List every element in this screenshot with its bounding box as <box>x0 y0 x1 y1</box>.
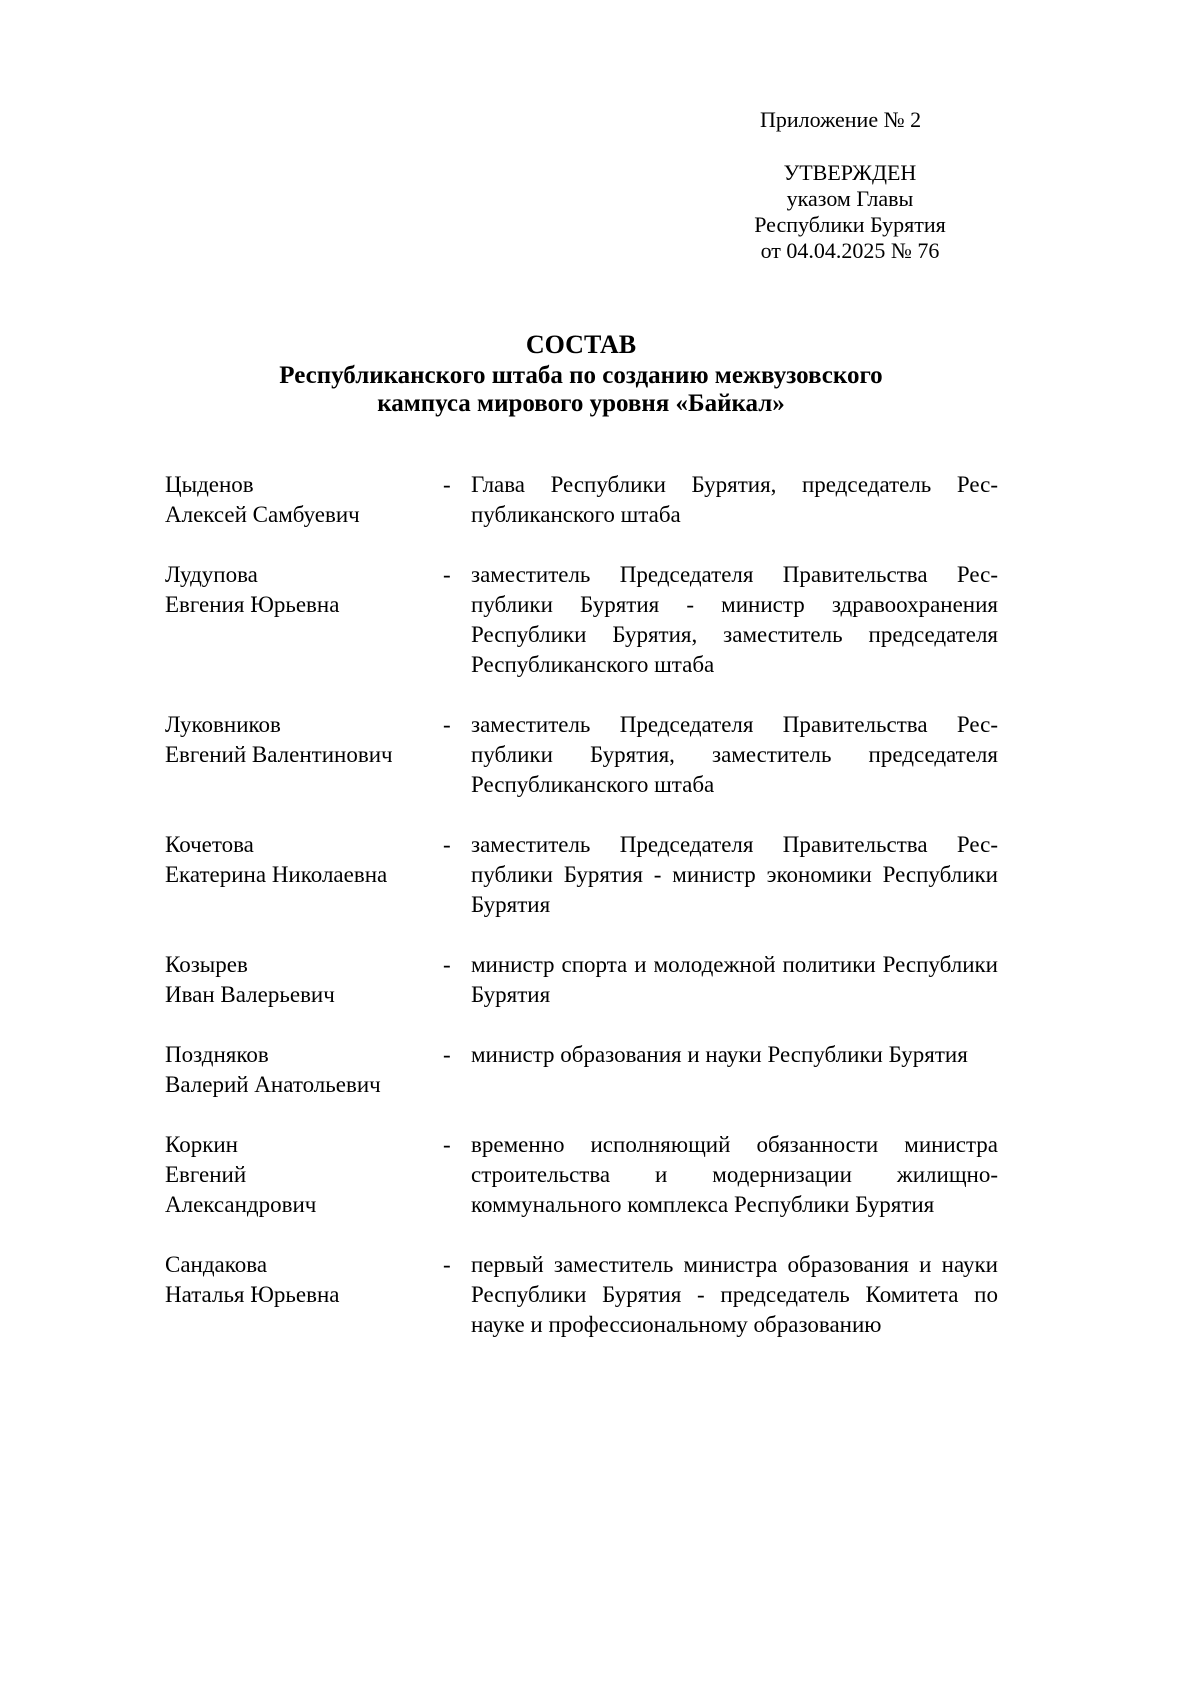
member-name <box>165 560 443 680</box>
member-role: министр образования и науки Республики Бурятия <box>471 1042 968 1067</box>
member-dash: - <box>443 472 451 497</box>
member-dash: - <box>443 712 451 737</box>
member-dash: - <box>443 952 451 977</box>
member-surname: Лудупова <box>165 562 258 587</box>
member-role: первый заместитель министра образования и науки Республики Бурятия - председатель Комитета по науке и профессиональному образованию <box>471 1252 998 1337</box>
member-role: заместитель Председателя Правительства Республики Бурятия, заместитель председателя Республиканского штаба <box>471 712 998 797</box>
member-dash: - <box>443 562 451 587</box>
member-name <box>165 1040 443 1100</box>
member-role: Глава Республики Бурятия, председатель Республиканского штаба <box>471 472 998 527</box>
member-given-name: Валерий Анатольевич <box>165 1072 381 1097</box>
approval-stamp-block <box>730 160 970 264</box>
approval-line: указом Главы <box>786 186 914 211</box>
member-surname: Поздняков <box>165 1042 269 1067</box>
title-line: Республиканского штаба по созданию межвузовского <box>279 362 883 389</box>
member-entry <box>165 950 998 1010</box>
member-dash: - <box>443 1132 451 1157</box>
member-dash: - <box>443 1252 451 1277</box>
appendix-label: Приложение № 2 <box>760 107 922 132</box>
member-entry <box>165 830 998 920</box>
member-surname: Луковников <box>165 712 281 737</box>
approval-line: УТВЕРЖДЕН <box>783 160 917 185</box>
member-entry <box>165 560 998 680</box>
member-role: временно исполняющий обязанности министра строительства и модернизации жилищно-коммунального комплекса Республики Бурятия <box>471 1132 998 1217</box>
member-surname: Цыденов <box>165 472 254 497</box>
member-given-name: Евгений Валентинович <box>165 742 393 767</box>
member-given-name: Евгений <box>165 1162 247 1187</box>
member-role: заместитель Председателя Правительства Республики Бурятия - министр здравоохранения Республики Бурятия, заместитель председателя Республиканского штаба <box>471 562 998 677</box>
approval-line: Республики Бурятия <box>754 212 946 237</box>
member-name <box>165 830 443 920</box>
document-title <box>0 328 1162 418</box>
member-surname: Козырев <box>165 952 248 977</box>
member-given-name: Наталья Юрьевна <box>165 1282 340 1307</box>
member-entry <box>165 1130 998 1220</box>
member-surname: Коркин <box>165 1132 238 1157</box>
title-line: СОСТАВ <box>525 330 637 359</box>
member-name <box>165 470 443 530</box>
member-name <box>165 950 443 1010</box>
member-name <box>165 1250 443 1340</box>
member-given-name: Екатерина Николаевна <box>165 862 388 887</box>
title-line: кампуса мирового уровня «Байкал» <box>377 390 785 417</box>
member-role: заместитель Председателя Правительства Республики Бурятия - министр экономики Республики Бурятия <box>471 832 998 917</box>
approval-line: от 04.04.2025 № 76 <box>760 238 940 263</box>
member-patronymic: Александрович <box>165 1192 317 1217</box>
member-entry <box>165 710 998 800</box>
member-entry <box>165 1250 998 1340</box>
member-given-name: Алексей Самбуевич <box>165 502 360 527</box>
member-surname: Сандакова <box>165 1252 268 1277</box>
member-dash: - <box>443 832 451 857</box>
member-name <box>165 710 443 800</box>
member-given-name: Иван Валерьевич <box>165 982 335 1007</box>
member-list <box>165 470 998 1370</box>
member-dash: - <box>443 1042 451 1067</box>
member-name <box>165 1130 443 1220</box>
member-given-name: Евгения Юрьевна <box>165 592 340 617</box>
member-role: министр спорта и молодежной политики Республики Бурятия <box>471 952 998 1007</box>
member-entry <box>165 1040 998 1100</box>
member-entry <box>165 470 998 530</box>
member-surname: Кочетова <box>165 832 254 857</box>
